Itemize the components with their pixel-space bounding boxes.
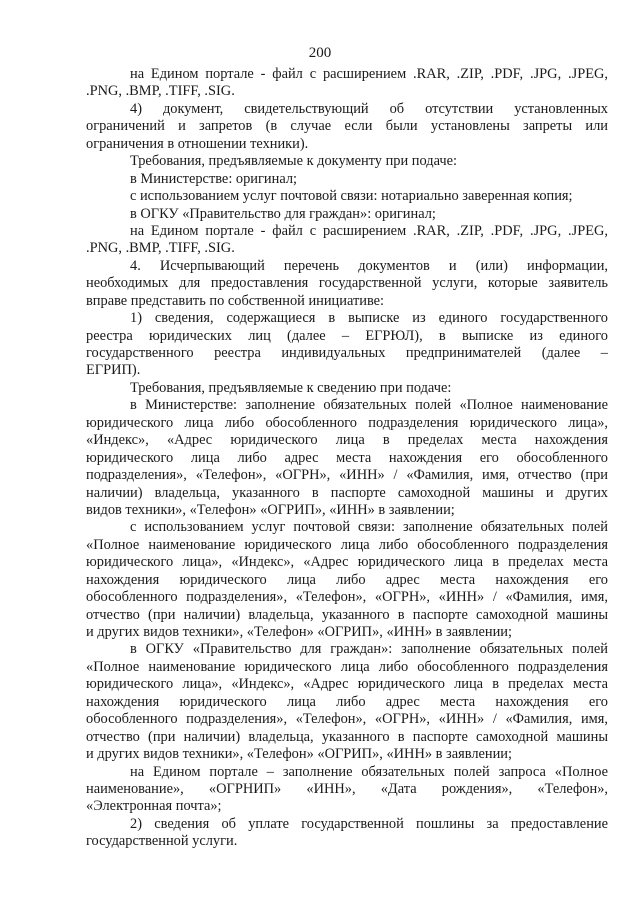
text-line: на Едином портале - файл с расширением .RAR, .ZIP, .PDF, .JPG, .JPEG,: [130, 222, 608, 239]
text-line: обособленного подразделения», «Телефон», «ОГРН», «ИНН» / «Фамилия, имя,: [86, 711, 608, 728]
document-body: [86, 66, 608, 851]
text-line: Требования, предъявляемые к сведению при подаче:: [130, 379, 452, 396]
text-line: на Едином портале - файл с расширением .RAR, .ZIP, .PDF, .JPG, .JPEG,: [130, 66, 608, 82]
text-line: .PNG, .BMP, .TIFF, .SIG.: [86, 240, 235, 257]
text-line: на Едином портале – заполнение обязательных полей запроса «Полное: [130, 763, 608, 780]
text-line: реестра юридических лиц (далее – ЕГРЮЛ), в выписке из единого: [86, 327, 608, 344]
text-line: ограничений и запретов (в случае если были установлены запреты или: [86, 118, 608, 135]
text-line: в ОГКУ «Правительство для граждан»: оригинал;: [130, 205, 436, 222]
text-line: наименование», «ОГРНИП» «ИНН», «Дата рождения», «Телефон»,: [86, 780, 608, 797]
text-line: .PNG, .BMP, .TIFF, .SIG.: [86, 83, 235, 100]
text-line: 4. Исчерпывающий перечень документов и (или) информации,: [130, 257, 608, 274]
text-line: 4) документ, свидетельствующий об отсутствии установленных: [130, 100, 608, 117]
text-line: юридического лица либо обособленного подразделения юридического лица»,: [86, 414, 608, 431]
text-line: и других видов техники», «Телефон» «ОГРИП», «ИНН» в заявлении;: [86, 624, 512, 640]
text-line: обособленного подразделения», «Телефон», «ОГРН», «ИНН» / «Фамилия, имя,: [86, 589, 608, 606]
text-line: нахождения юридического лица либо адрес места нахождения его: [86, 571, 608, 588]
text-line: необходимых для предоставления государственной услуги, которые заявитель: [86, 275, 608, 292]
text-line: с использованием услуг почтовой связи: заполнение обязательных полей: [130, 519, 608, 536]
text-line: ограничения в отношении техники).: [86, 135, 309, 152]
text-line: в ОГКУ «Правительство для граждан»: заполнение обязательных полей: [130, 641, 608, 658]
text-line: видов техники», «Телефон» «ОГРИП», «ИНН» в заявлении;: [86, 501, 455, 518]
text-line: с использованием услуг почтовой связи: нотариально заверенная копия;: [130, 188, 573, 205]
text-line: «Индекс», «Адрес юридического лица в пределах места нахождения: [86, 432, 608, 449]
text-line: отчество (при наличии) владельца, указанного в паспорте самоходной машины: [86, 606, 608, 623]
text-line: наличии) владельца, указанного в паспорте самоходной машины и других: [86, 484, 608, 501]
text-line: и других видов техники», «Телефон» «ОГРИП», «ИНН» в заявлении;: [86, 746, 512, 763]
text-line: ЕГРИП).: [86, 362, 141, 379]
text-line: «Полное наименование юридического лица либо обособленного подразделения: [86, 658, 608, 675]
text-line: государственного реестра индивидуальных предпринимателей (далее –: [86, 345, 608, 361]
text-line: Требования, предъявляемые к документу при подаче:: [130, 153, 457, 170]
text-line: юридического лица либо адрес места нахождения его обособленного: [86, 449, 608, 466]
text-line: подразделения», «Телефон», «ОГРН», «ИНН» / «Фамилия, имя, отчество (при: [86, 467, 608, 484]
text-line: юридического лица», «Индекс», «Адрес юридического лица в пределах места: [86, 676, 608, 693]
text-line: государственной услуги.: [86, 833, 238, 850]
text-line: юридического лица», «Индекс», «Адрес юридического лица в пределах места: [86, 554, 608, 571]
text-line: 1) сведения, содержащиеся в выписке из единого государственного: [130, 310, 608, 327]
text-line: «Электронная почта»;: [86, 798, 222, 815]
page-number: 200: [308, 45, 332, 61]
text-line: отчество (при наличии) владельца, указанного в паспорте самоходной машины: [86, 728, 608, 745]
text-line: «Полное наименование юридического лица либо обособленного подразделения: [86, 536, 608, 553]
text-line: вправе представить по собственной инициативе:: [86, 292, 385, 309]
text-line: 2) сведения об уплате государственной пошлины за предоставление: [130, 815, 608, 832]
text-line: нахождения юридического лица либо адрес места нахождения его: [86, 693, 608, 710]
text-line: в Министерстве: оригинал;: [130, 170, 298, 187]
text-line: в Министерстве: заполнение обязательных полей «Полное наименование: [130, 397, 608, 414]
